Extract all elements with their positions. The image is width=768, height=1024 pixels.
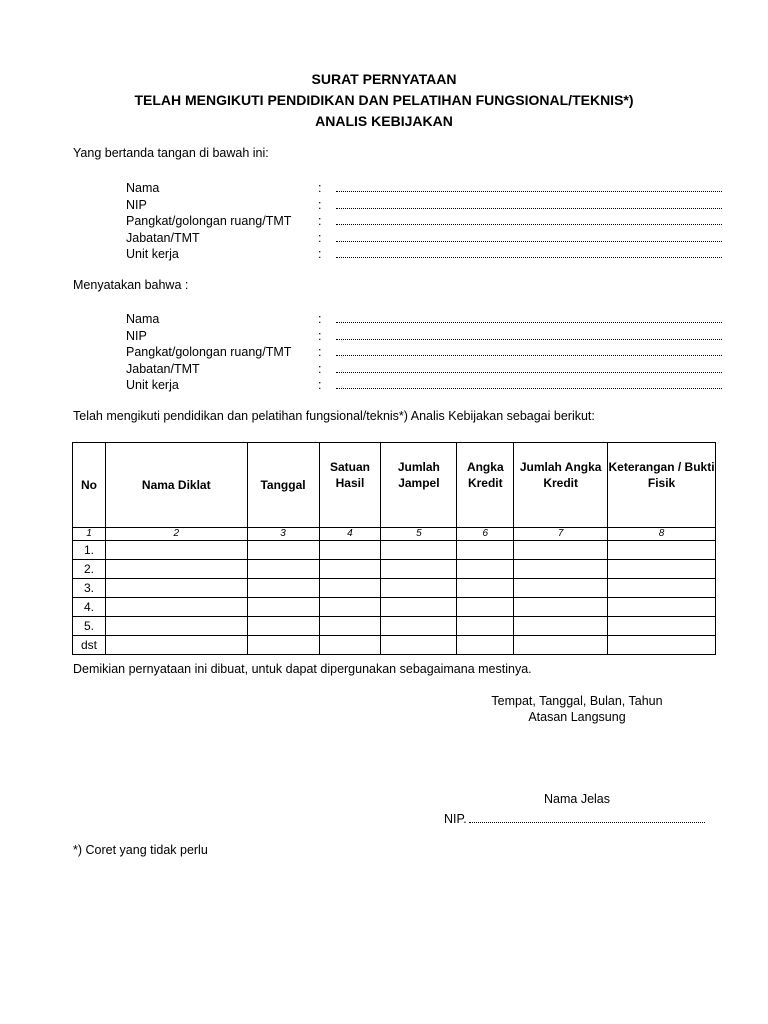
intro-text-1: Yang bertanda tangan di bawah ini: <box>73 146 269 160</box>
table-cell[interactable] <box>381 617 457 636</box>
table-cell[interactable] <box>105 636 247 655</box>
table-cell[interactable] <box>514 598 608 617</box>
field-row-nama <box>126 311 726 328</box>
table-cell[interactable] <box>381 560 457 579</box>
col-header-nama-diklat: Nama Diklat <box>105 443 247 528</box>
closing-text: Demikian pernyataan ini dibuat, untuk dapat dipergunakan sebagaimana mestinya. <box>73 662 532 676</box>
field-row-pangkat <box>126 213 726 230</box>
table-cell[interactable] <box>105 560 247 579</box>
table-row <box>73 541 716 560</box>
field-colon: : <box>318 214 322 228</box>
field-row-pangkat <box>126 344 726 361</box>
table-cell[interactable] <box>457 617 514 636</box>
col-number: 2 <box>105 528 247 541</box>
field-label: Unit kerja <box>126 378 179 392</box>
fill-in-line[interactable] <box>336 257 722 258</box>
table-row <box>73 579 716 598</box>
signature-nip <box>444 812 714 826</box>
nip-fill-in-line[interactable] <box>469 822 705 823</box>
field-colon: : <box>318 197 322 212</box>
col-header-jumlah-angka-kredit: Jumlah Angka Kredit <box>514 443 608 528</box>
table-cell[interactable] <box>319 560 381 579</box>
col-number: 4 <box>319 528 381 541</box>
row-number: dst <box>73 636 106 655</box>
field-label: Nama <box>126 312 160 326</box>
table-cell[interactable] <box>381 598 457 617</box>
table-cell[interactable] <box>319 579 381 598</box>
col-header-tanggal: Tanggal <box>247 443 319 528</box>
table-row <box>73 598 716 617</box>
col-number: 3 <box>247 528 319 541</box>
table-cell[interactable] <box>319 617 381 636</box>
field-label: Unit kerja <box>126 247 179 261</box>
col-number: 8 <box>608 528 716 541</box>
field-colon: : <box>318 312 322 326</box>
col-number: 6 <box>457 528 514 541</box>
table-cell[interactable] <box>319 541 381 560</box>
field-row-nip <box>126 328 726 345</box>
table-cell[interactable] <box>247 617 319 636</box>
table-cell[interactable] <box>457 541 514 560</box>
field-colon: : <box>318 247 322 261</box>
field-label: NIP <box>126 328 147 343</box>
field-row-unit <box>126 246 726 263</box>
title-line-3: ANALIS KEBIJAKAN <box>315 113 453 129</box>
fill-in-line[interactable] <box>336 241 722 242</box>
row-number: 1. <box>73 541 106 560</box>
table-cell[interactable] <box>457 636 514 655</box>
table-cell[interactable] <box>105 598 247 617</box>
table-cell[interactable] <box>105 579 247 598</box>
title-line-1: SURAT PERNYATAAN <box>311 71 457 87</box>
fill-in-line[interactable] <box>336 224 722 225</box>
table-cell[interactable] <box>514 560 608 579</box>
table-cell[interactable] <box>247 579 319 598</box>
table-cell[interactable] <box>247 541 319 560</box>
document-title <box>0 69 768 132</box>
title-line-2: TELAH MENGIKUTI PENDIDIKAN DAN PELATIHAN FUNGSIONAL/TEKNIS*) <box>134 92 634 108</box>
subject-fields <box>126 311 726 394</box>
table-cell[interactable] <box>514 617 608 636</box>
field-row-nama <box>126 180 726 197</box>
field-colon: : <box>318 230 322 245</box>
fill-in-line[interactable] <box>336 372 722 373</box>
fill-in-line[interactable] <box>336 191 722 192</box>
row-number: 3. <box>73 579 106 598</box>
field-colon: : <box>318 378 322 392</box>
table-cell[interactable] <box>608 636 716 655</box>
field-colon: : <box>318 181 322 195</box>
table-cell[interactable] <box>319 598 381 617</box>
field-colon: : <box>318 361 322 376</box>
table-row <box>73 560 716 579</box>
nip-label: NIP. <box>444 812 467 826</box>
field-label: Jabatan/TMT <box>126 230 200 245</box>
field-row-jabatan <box>126 230 726 247</box>
table-cell[interactable] <box>381 541 457 560</box>
table-cell[interactable] <box>514 541 608 560</box>
field-row-unit <box>126 377 726 394</box>
field-colon: : <box>318 328 322 343</box>
table-cell[interactable] <box>608 579 716 598</box>
col-header-angka-kredit: Angka Kredit <box>457 443 514 528</box>
table-cell[interactable] <box>105 541 247 560</box>
signature-place-date: Tempat, Tanggal, Bulan, Tahun <box>491 694 663 708</box>
row-number: 5. <box>73 617 106 636</box>
field-label: Nama <box>126 181 160 195</box>
field-label: Pangkat/golongan ruang/TMT <box>126 214 292 228</box>
table-cell[interactable] <box>608 617 716 636</box>
field-row-jabatan <box>126 361 726 378</box>
field-label: NIP <box>126 197 147 212</box>
fill-in-line[interactable] <box>336 322 722 323</box>
table-cell[interactable] <box>457 579 514 598</box>
col-number: 1 <box>73 528 106 541</box>
table-header-row <box>73 443 716 528</box>
col-number: 7 <box>514 528 608 541</box>
field-colon: : <box>318 345 322 359</box>
table-row <box>73 636 716 655</box>
signer-fields <box>126 180 726 263</box>
fill-in-line[interactable] <box>336 339 722 340</box>
col-header-keterangan: Keterangan / Bukti Fisik <box>608 443 716 528</box>
column-number-row <box>73 528 716 541</box>
table-cell[interactable] <box>514 636 608 655</box>
table-cell[interactable] <box>608 541 716 560</box>
row-number: 2. <box>73 560 106 579</box>
table-cell[interactable] <box>608 560 716 579</box>
fill-in-line[interactable] <box>336 388 722 389</box>
table-cell[interactable] <box>381 579 457 598</box>
table-cell[interactable] <box>381 636 457 655</box>
training-table <box>72 442 716 655</box>
signature-role: Atasan Langsung <box>528 710 626 724</box>
table-cell[interactable] <box>247 598 319 617</box>
table-cell[interactable] <box>457 560 514 579</box>
signature-name: Nama Jelas <box>544 792 610 806</box>
table-cell[interactable] <box>105 617 247 636</box>
field-label: Jabatan/TMT <box>126 361 200 376</box>
col-number: 5 <box>381 528 457 541</box>
table-cell[interactable] <box>457 598 514 617</box>
table-cell[interactable] <box>608 598 716 617</box>
table-cell[interactable] <box>247 636 319 655</box>
table-row <box>73 617 716 636</box>
table-cell[interactable] <box>514 579 608 598</box>
fill-in-line[interactable] <box>336 208 722 209</box>
row-number: 4. <box>73 598 106 617</box>
field-label: Pangkat/golongan ruang/TMT <box>126 345 292 359</box>
table-cell[interactable] <box>319 636 381 655</box>
intro-text-2: Menyatakan bahwa : <box>73 278 189 292</box>
table-cell[interactable] <box>247 560 319 579</box>
col-header-satuan-hasil: Satuan Hasil <box>319 443 381 528</box>
col-header-no: No <box>73 443 106 528</box>
footnote: *) Coret yang tidak perlu <box>73 843 208 857</box>
field-row-nip <box>126 197 726 214</box>
col-header-jumlah-jampel: Jumlah Jampel <box>381 443 457 528</box>
statement-text: Telah mengikuti pendidikan dan pelatihan fungsional/teknis*) Analis Kebijakan sebagai berikut: <box>73 409 595 423</box>
fill-in-line[interactable] <box>336 355 722 356</box>
